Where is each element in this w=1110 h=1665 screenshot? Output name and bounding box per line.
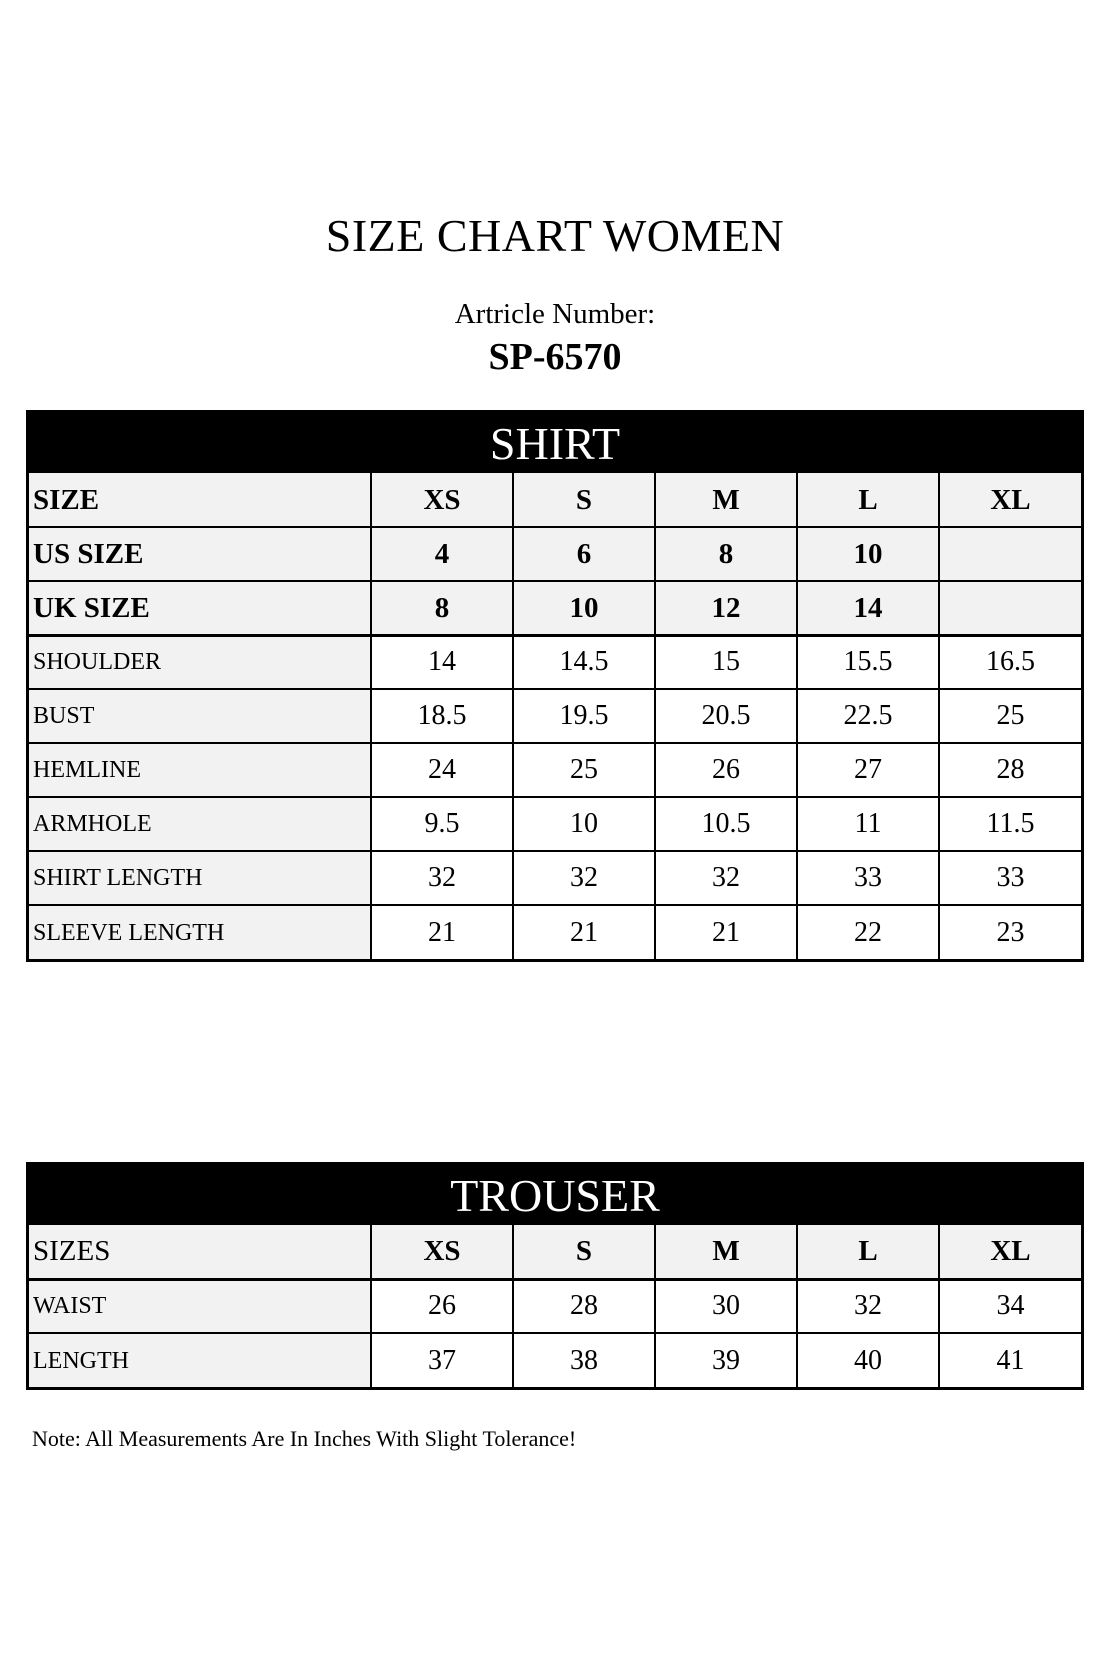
shirt-table-grid (29, 473, 1081, 959)
header-cell: XL (939, 1225, 1081, 1279)
header-cell (939, 527, 1081, 581)
measurement-cell: 32 (371, 851, 513, 905)
measurement-cell: 28 (939, 743, 1081, 797)
measurement-cell: 28 (513, 1279, 655, 1333)
header-cell: S (513, 1225, 655, 1279)
measurement-cell: 30 (655, 1279, 797, 1333)
measurement-cell: 41 (939, 1333, 1081, 1387)
row-label: HEMLINE (29, 743, 371, 797)
measurement-cell: 32 (655, 851, 797, 905)
table-row (29, 1279, 1081, 1333)
trouser-table-title: TROUSER (29, 1165, 1081, 1225)
measurement-cell: 16.5 (939, 635, 1081, 689)
measurement-cell: 21 (371, 905, 513, 959)
header-cell: L (797, 1225, 939, 1279)
row-label: BUST (29, 689, 371, 743)
table-row (29, 1333, 1081, 1387)
measurement-cell: 21 (513, 905, 655, 959)
row-label: US SIZE (29, 527, 371, 581)
measurement-cell: 21 (655, 905, 797, 959)
header-cell: M (655, 1225, 797, 1279)
measurement-cell: 33 (939, 851, 1081, 905)
measurement-cell: 14.5 (513, 635, 655, 689)
measurement-note: Note: All Measurements Are In Inches With Slight Tolerance! (32, 1426, 577, 1451)
header-cell: XS (371, 1225, 513, 1279)
measurement-cell: 22.5 (797, 689, 939, 743)
header-cell: 10 (513, 581, 655, 635)
measurement-cell: 33 (797, 851, 939, 905)
header-cell: 14 (797, 581, 939, 635)
measurement-cell: 20.5 (655, 689, 797, 743)
table-row (29, 905, 1081, 959)
shirt-size-table (26, 410, 1084, 962)
measurement-cell: 11 (797, 797, 939, 851)
measurement-cell: 25 (513, 743, 655, 797)
measurement-cell: 26 (371, 1279, 513, 1333)
table-row (29, 797, 1081, 851)
measurement-cell: 15.5 (797, 635, 939, 689)
measurement-cell: 10.5 (655, 797, 797, 851)
measurement-cell: 27 (797, 743, 939, 797)
measurement-cell: 39 (655, 1333, 797, 1387)
measurement-cell: 10 (513, 797, 655, 851)
table-header-row (29, 527, 1081, 581)
header-cell: 12 (655, 581, 797, 635)
table-row (29, 689, 1081, 743)
row-label: SHOULDER (29, 635, 371, 689)
measurement-cell: 32 (513, 851, 655, 905)
measurement-cell: 24 (371, 743, 513, 797)
row-label: SHIRT LENGTH (29, 851, 371, 905)
shirt-table-title: SHIRT (29, 413, 1081, 473)
header-cell: XL (939, 473, 1081, 527)
row-label: LENGTH (29, 1333, 371, 1387)
measurement-cell: 18.5 (371, 689, 513, 743)
page-title: SIZE CHART WOMEN (325, 210, 785, 261)
measurement-cell: 32 (797, 1279, 939, 1333)
measurement-cell: 22 (797, 905, 939, 959)
measurement-cell: 15 (655, 635, 797, 689)
measurement-cell: 37 (371, 1333, 513, 1387)
measurement-cell: 34 (939, 1279, 1081, 1333)
article-number: SP-6570 (488, 336, 622, 378)
table-row (29, 743, 1081, 797)
measurement-cell: 38 (513, 1333, 655, 1387)
measurement-cell: 9.5 (371, 797, 513, 851)
table-header-row (29, 473, 1081, 527)
measurement-cell: 11.5 (939, 797, 1081, 851)
measurement-cell: 40 (797, 1333, 939, 1387)
measurement-cell: 19.5 (513, 689, 655, 743)
header-cell (939, 581, 1081, 635)
measurement-cell: 25 (939, 689, 1081, 743)
header-cell: 6 (513, 527, 655, 581)
header-cell: 8 (655, 527, 797, 581)
trouser-size-table (26, 1162, 1084, 1390)
header-cell: S (513, 473, 655, 527)
measurement-cell: 26 (655, 743, 797, 797)
header-cell: 8 (371, 581, 513, 635)
trouser-table-grid (29, 1225, 1081, 1387)
row-label: SIZE (29, 473, 371, 527)
table-header-row (29, 581, 1081, 635)
row-label: WAIST (29, 1279, 371, 1333)
measurement-cell: 14 (371, 635, 513, 689)
header-cell: 4 (371, 527, 513, 581)
table-row (29, 635, 1081, 689)
header-cell: 10 (797, 527, 939, 581)
article-number-label: Artricle Number: (454, 298, 656, 330)
row-label: UK SIZE (29, 581, 371, 635)
header-cell: XS (371, 473, 513, 527)
table-row (29, 851, 1081, 905)
row-label: SLEEVE LENGTH (29, 905, 371, 959)
table-header-row (29, 1225, 1081, 1279)
measurement-cell: 23 (939, 905, 1081, 959)
header-cell: L (797, 473, 939, 527)
row-label: SIZES (29, 1225, 371, 1279)
row-label: ARMHOLE (29, 797, 371, 851)
header-cell: M (655, 473, 797, 527)
